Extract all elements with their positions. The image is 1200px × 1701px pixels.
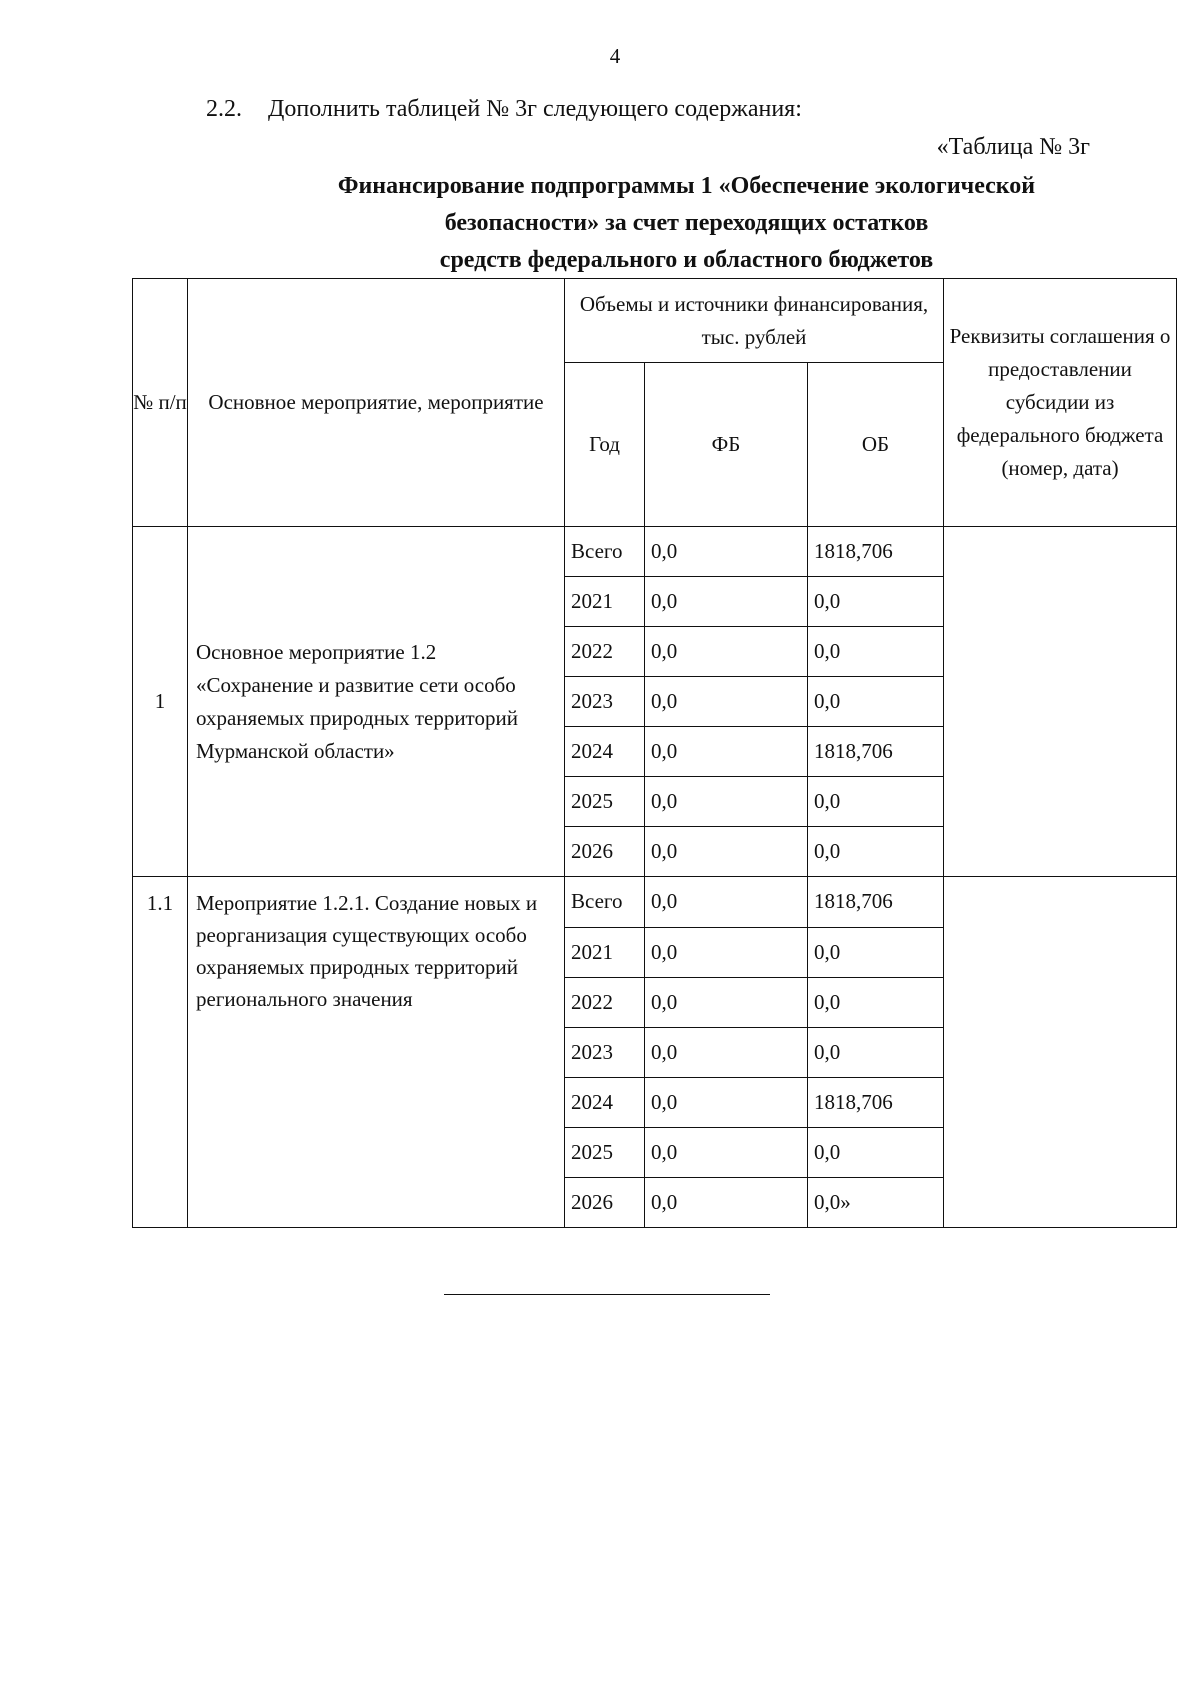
- year-cell: 2026: [565, 1177, 645, 1227]
- intro-number: 2.2.: [206, 96, 242, 122]
- intro-text: Дополнить таблицей № 3г следующего содержания:: [268, 96, 802, 122]
- year-cell: 2025: [565, 777, 645, 827]
- fb-value: 0,0: [645, 677, 808, 727]
- fb-value: 0,0: [645, 1077, 808, 1127]
- fb-value: 0,0: [645, 977, 808, 1027]
- year-cell: 2021: [565, 927, 645, 977]
- ob-value: 1818,706: [808, 1077, 944, 1127]
- header-volumes: Объемы и источники финансирования, тыс. рублей: [565, 279, 944, 363]
- ob-value: 0,0: [808, 827, 944, 877]
- fb-value: 0,0: [645, 1127, 808, 1177]
- table-row: [133, 527, 1177, 577]
- fb-value: 0,0: [645, 927, 808, 977]
- fb-value: 0,0: [645, 727, 808, 777]
- year-cell: 2024: [565, 727, 645, 777]
- header-no: № п/п: [133, 279, 188, 527]
- year-cell: 2026: [565, 827, 645, 877]
- header-ob: ОБ: [808, 363, 944, 527]
- title-line-1: Финансирование подпрограммы 1 «Обеспечение экологической: [337, 173, 1036, 199]
- fb-value: 0,0: [645, 1177, 808, 1227]
- fb-value: 0,0: [645, 777, 808, 827]
- year-cell: 2022: [565, 627, 645, 677]
- year-cell: 2023: [565, 1027, 645, 1077]
- agreement-details: [944, 527, 1177, 877]
- row-number: 1.1: [133, 877, 188, 1228]
- ob-value: 1818,706: [808, 527, 944, 577]
- header-name: Основное мероприятие, мероприятие: [188, 279, 565, 527]
- row-number: 1: [133, 527, 188, 877]
- page-number: 4: [609, 44, 621, 68]
- header-details: Реквизиты соглашения о предоставлении субсидии из федерального бюджета (номер, дата): [944, 279, 1177, 527]
- ob-value: 0,0: [808, 577, 944, 627]
- ob-value: 0,0»: [808, 1177, 944, 1227]
- header-year: Год: [565, 363, 645, 527]
- fb-value: 0,0: [645, 577, 808, 627]
- ob-value: 0,0: [808, 777, 944, 827]
- ob-value: 1818,706: [808, 727, 944, 777]
- activity-name: Основное мероприятие 1.2 «Сохранение и развитие сети особо охраняемых природных территорий Мурманской области»: [188, 527, 565, 877]
- end-divider: [444, 1294, 770, 1295]
- table-row: [133, 877, 1177, 927]
- ob-value: 0,0: [808, 977, 944, 1027]
- year-cell: 2023: [565, 677, 645, 727]
- ob-value: 0,0: [808, 677, 944, 727]
- agreement-details: [944, 877, 1177, 1228]
- fb-value: 0,0: [645, 1027, 808, 1077]
- year-cell: 2025: [565, 1127, 645, 1177]
- table-reference: «Таблица № 3г: [936, 134, 1090, 160]
- title-line-2: безопасности» за счет переходящих остатков: [444, 210, 929, 236]
- year-cell: 2021: [565, 577, 645, 627]
- activity-name: Мероприятие 1.2.1. Создание новых и реорганизация существующих особо охраняемых природных территорий регионального значения: [188, 877, 565, 1228]
- ob-value: 0,0: [808, 1027, 944, 1077]
- fb-value: 0,0: [645, 527, 808, 577]
- intro-paragraph: [206, 96, 802, 123]
- ob-value: 0,0: [808, 927, 944, 977]
- ob-value: 0,0: [808, 627, 944, 677]
- ob-value: 1818,706: [808, 877, 944, 927]
- ob-value: 0,0: [808, 1127, 944, 1177]
- financing-table: [132, 278, 1177, 1228]
- year-cell: Всего: [565, 527, 645, 577]
- fb-value: 0,0: [645, 877, 808, 927]
- fb-value: 0,0: [645, 627, 808, 677]
- year-cell: 2022: [565, 977, 645, 1027]
- header-fb: ФБ: [645, 363, 808, 527]
- year-cell: Всего: [565, 877, 645, 927]
- fb-value: 0,0: [645, 827, 808, 877]
- document-title: [130, 168, 1200, 279]
- title-line-3: средств федерального и областного бюджетов: [439, 247, 934, 273]
- year-cell: 2024: [565, 1077, 645, 1127]
